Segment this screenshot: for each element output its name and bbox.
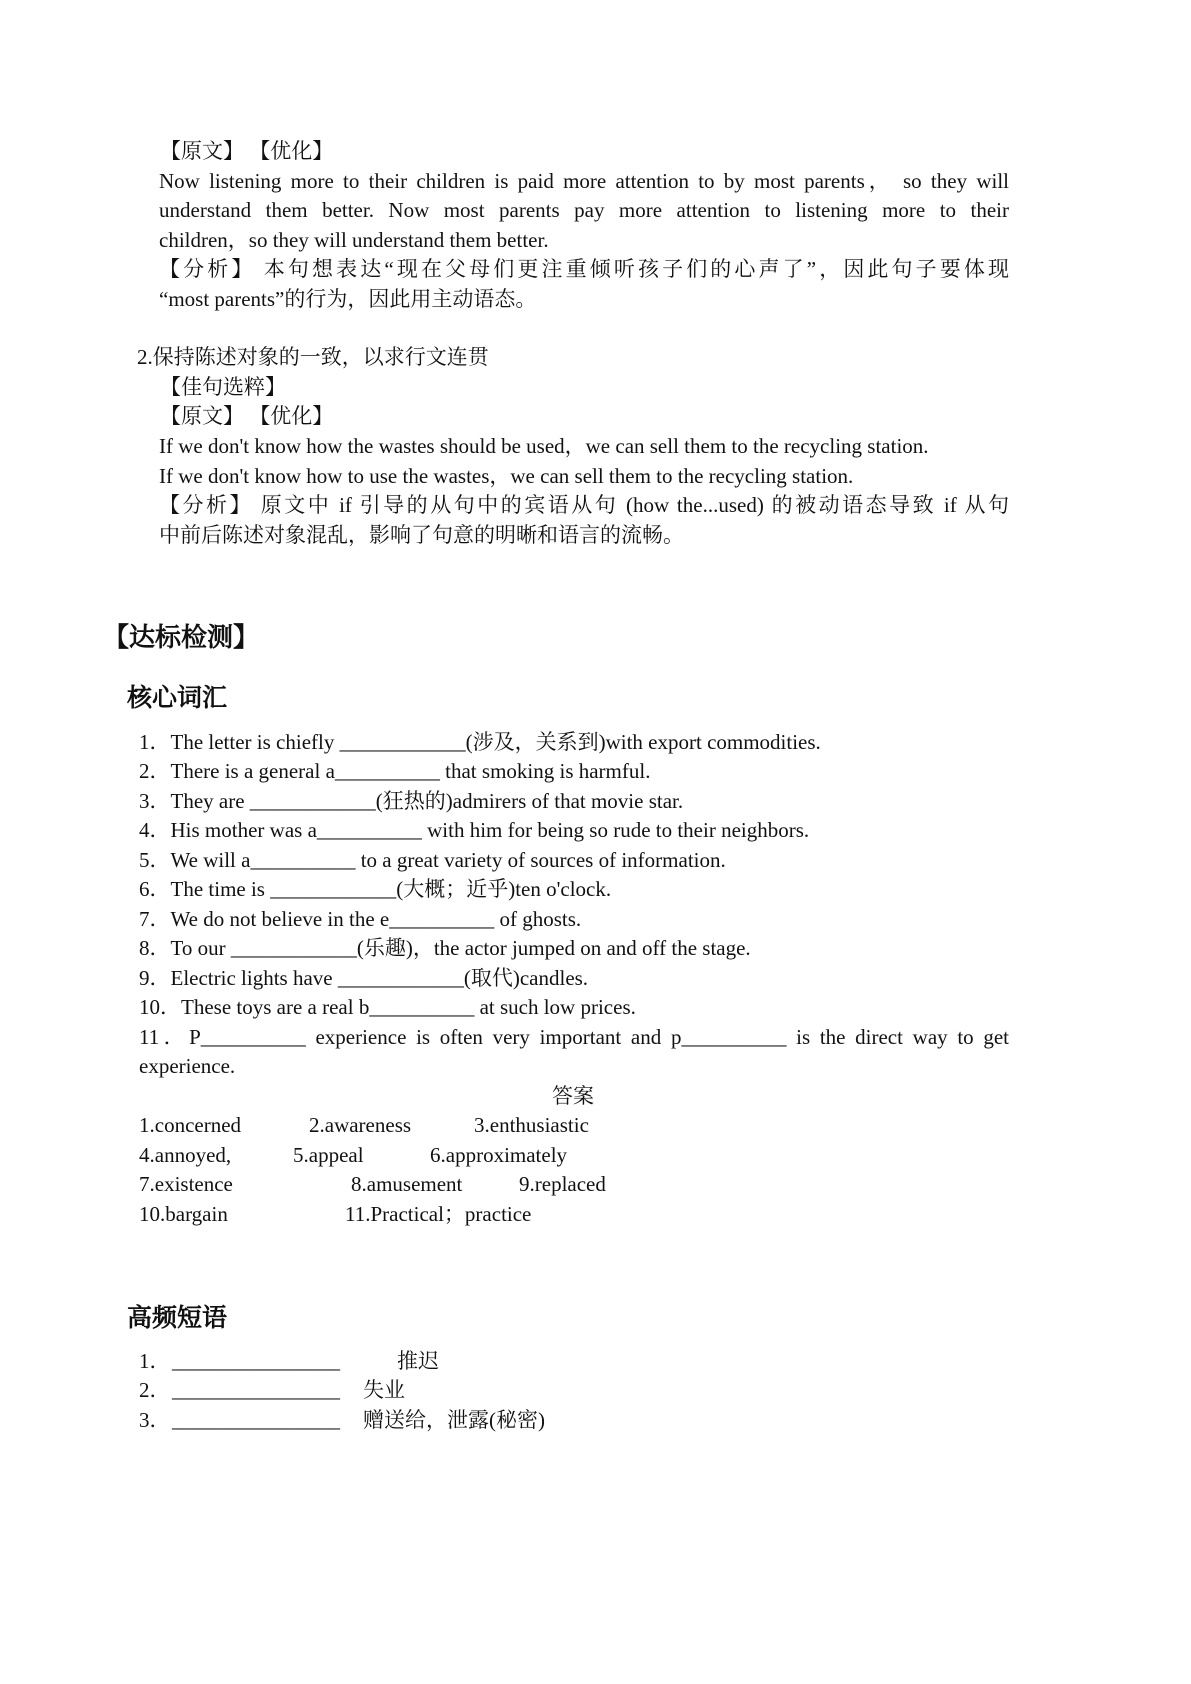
- vocab-item: 1．The letter is chiefly ____________(涉及，关系到)with export commodities.: [139, 730, 821, 754]
- analysis-line: 中前后陈述对象混乱，影响了句意的明晰和语言的流畅。: [159, 523, 684, 547]
- vocab-item: 10．These toys are a real b__________ at such low prices.: [139, 995, 636, 1019]
- phrase-number: 3．: [139, 1408, 171, 1432]
- tag-original-optimized: 【原文】 【优化】: [160, 404, 334, 428]
- vocab-item: 7．We do not believe in the e__________ of ghosts.: [139, 907, 582, 931]
- analysis-line: 【分析】 本句想表达“现在父母们更注重倾听孩子们的心声了”，因此句子要体现: [159, 257, 1009, 281]
- analysis-line: “most parents”的行为，因此用主动语态。: [159, 287, 537, 311]
- answer: 11.Practical；practice: [345, 1202, 532, 1226]
- answer: 1.concerned: [139, 1113, 242, 1137]
- vocab-item: 3．They are ____________(狂热的)admirers of that movie star.: [139, 789, 684, 813]
- answer: 6.approximately: [430, 1143, 568, 1167]
- phrase-blank: ________________: [172, 1349, 340, 1373]
- phrase-meaning: 推迟: [397, 1349, 439, 1373]
- phrases-title: 高频短语: [127, 1303, 228, 1332]
- phrase-blank: ________________: [172, 1378, 340, 1402]
- vocab-item: 2．There is a general a__________ that smoking is harmful.: [139, 759, 651, 783]
- phrase-number: 1．: [139, 1349, 171, 1373]
- original-sentence: If we don't know how the wastes should be used，we can sell them to the recycling station.: [159, 434, 929, 458]
- tag-selected-sentences: 【佳句选粹】: [160, 375, 286, 399]
- answer: 7.existence: [139, 1172, 233, 1196]
- answer: 10.bargain: [139, 1202, 228, 1226]
- answer-label: 答案: [552, 1084, 594, 1108]
- answer: 5.appeal: [293, 1143, 364, 1167]
- phrase-number: 2．: [139, 1378, 171, 1402]
- optimized-sentence-line: understand them better. Now most parents pay more attention to listening more to their: [159, 198, 1009, 222]
- vocab-item: 8．To our ____________(乐趣)，the actor jumped on and off the stage.: [139, 936, 751, 960]
- vocab-item: 5．We will a__________ to a great variety of sources of information.: [139, 848, 726, 872]
- original-sentence-line: Now listening more to their children is paid more attention to by most parents， so they will: [159, 169, 1009, 193]
- tag-original-optimized: 【原文】 【优化】: [160, 139, 334, 163]
- answer: 8.amusement: [351, 1172, 463, 1196]
- answer: 2.awareness: [309, 1113, 412, 1137]
- analysis-line: 【分析】 原文中 if 引导的从句中的宾语从句 (how the...used) 的被动语态导致 if 从句: [159, 493, 1009, 517]
- vocab-item-continuation: experience.: [139, 1054, 236, 1078]
- vocab-item: 6．The time is ____________(大概；近乎)ten o'clock.: [139, 877, 612, 901]
- answer: 3.enthusiastic: [474, 1113, 589, 1137]
- answer: 4.annoyed,: [139, 1143, 232, 1167]
- vocab-item: 9．Electric lights have ____________(取代)candles.: [139, 966, 589, 990]
- vocab-title: 核心词汇: [127, 683, 228, 712]
- phrase-meaning: 赠送给，泄露(秘密): [363, 1408, 545, 1432]
- optimized-sentence: If we don't know how to use the wastes，we can sell them to the recycling station.: [159, 464, 854, 488]
- section-heading: 2.保持陈述对象的一致，以求行文连贯: [137, 345, 489, 369]
- answer: 9.replaced: [519, 1172, 606, 1196]
- vocab-item: 11．P__________ experience is often very important and p__________ is the direct way to get: [139, 1025, 1009, 1049]
- optimized-sentence-end: children，so they will understand them better.: [159, 228, 549, 252]
- phrase-blank: ________________: [172, 1408, 340, 1432]
- vocab-item: 4．His mother was a__________ with him for being so rude to their neighbors.: [139, 818, 810, 842]
- phrase-meaning: 失业: [363, 1378, 405, 1402]
- test-section-title: 【达标检测】: [103, 623, 260, 653]
